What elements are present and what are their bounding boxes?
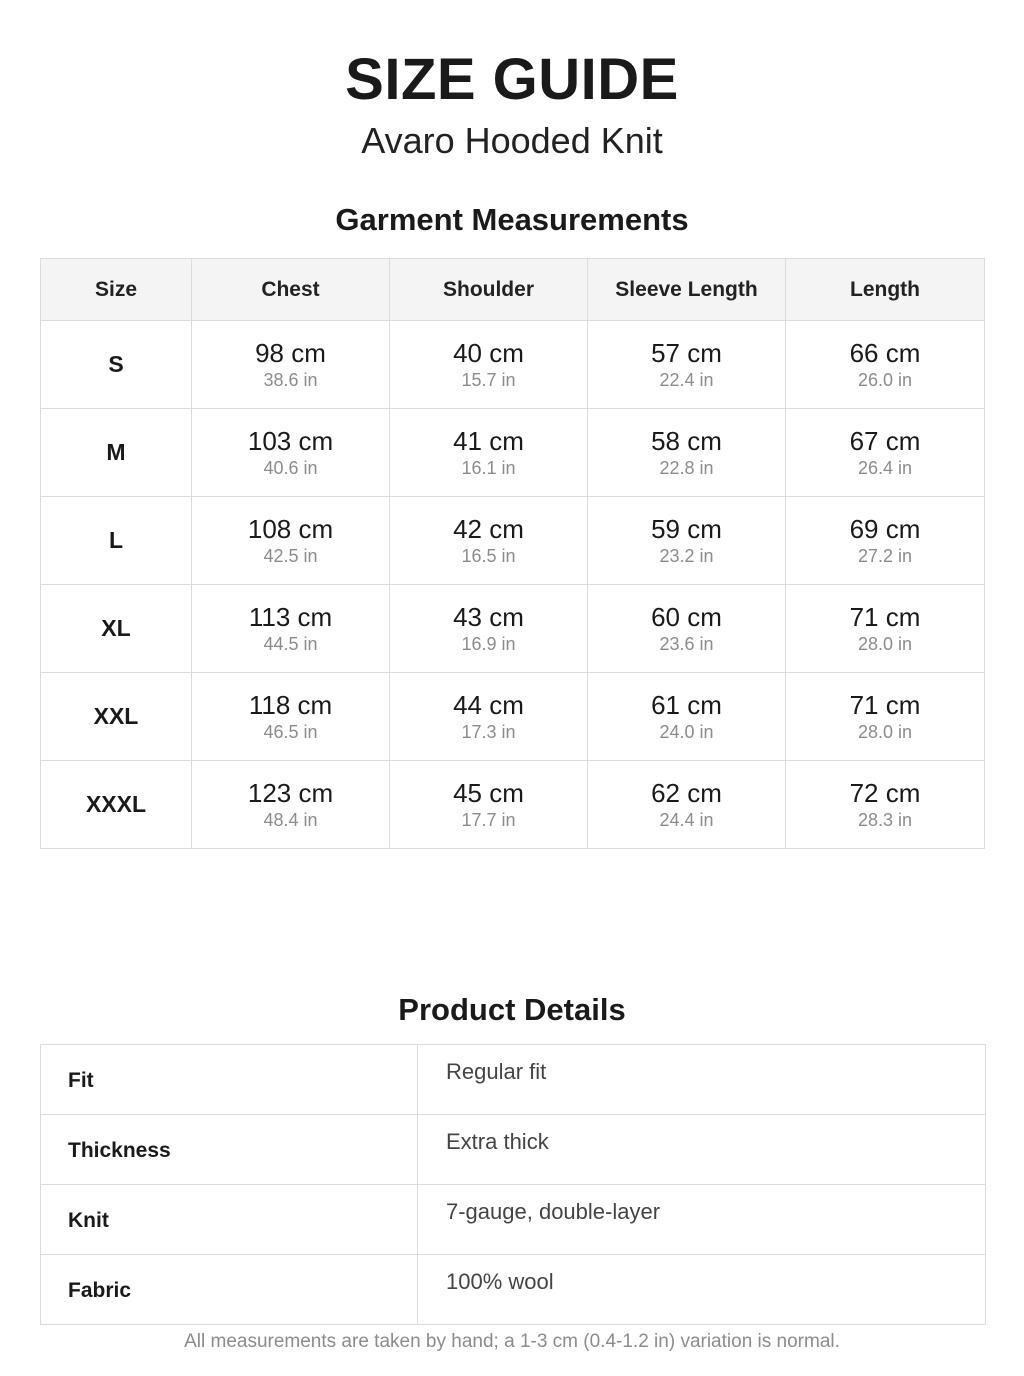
value-cm: 108 cm — [247, 514, 334, 544]
detail-label: Fabric — [41, 1255, 418, 1325]
value-in: 26.0 in — [857, 370, 913, 390]
detail-value: 100% wool — [418, 1255, 986, 1325]
value-cm: 62 cm — [651, 778, 722, 808]
measurements-title: Garment Measurements — [335, 202, 689, 237]
measurement-cell — [390, 761, 588, 849]
value-in: 17.7 in — [461, 810, 516, 830]
value-in: 48.4 in — [263, 810, 318, 830]
table-row — [41, 321, 985, 409]
measurement-cell — [390, 321, 588, 409]
table-header-row — [41, 259, 985, 321]
value-cm: 98 cm — [255, 338, 326, 368]
column-header-chest: Chest — [192, 259, 390, 321]
value-cm: 42 cm — [453, 514, 524, 544]
value-in: 16.1 in — [461, 458, 516, 478]
size-label: XL — [41, 585, 192, 673]
measurement-cell — [786, 761, 985, 849]
product-name: Avaro Hooded Knit — [361, 120, 663, 161]
value-in: 23.2 in — [659, 546, 714, 566]
value-in: 16.9 in — [461, 634, 516, 654]
detail-label: Thickness — [41, 1115, 418, 1185]
value-in: 26.4 in — [857, 458, 913, 478]
value-in: 42.5 in — [263, 546, 318, 566]
measurement-cell — [588, 673, 786, 761]
column-header-size: Size — [41, 259, 192, 321]
value-in: 40.6 in — [263, 458, 318, 478]
value-cm: 69 cm — [849, 514, 921, 544]
measurement-cell — [390, 497, 588, 585]
detail-label: Knit — [41, 1185, 418, 1255]
value-in: 17.3 in — [461, 722, 516, 742]
measurement-cell — [786, 409, 985, 497]
value-cm: 123 cm — [247, 778, 334, 808]
value-in: 28.3 in — [857, 810, 913, 830]
column-header-sleeve-length: Sleeve Length — [588, 259, 786, 321]
value-cm: 43 cm — [453, 602, 524, 632]
size-label: L — [41, 497, 192, 585]
value-cm: 61 cm — [651, 690, 722, 720]
measurement-cell — [192, 497, 390, 585]
measurement-cell — [192, 761, 390, 849]
value-cm: 71 cm — [849, 690, 921, 720]
value-in: 24.4 in — [659, 810, 714, 830]
detail-row — [41, 1045, 986, 1115]
measurement-cell — [786, 673, 985, 761]
value-in: 23.6 in — [659, 634, 714, 654]
value-in: 28.0 in — [857, 722, 913, 742]
value-in: 38.6 in — [263, 370, 318, 390]
measurements-table — [40, 258, 985, 849]
measurement-cell — [192, 409, 390, 497]
value-cm: 66 cm — [849, 338, 921, 368]
details-table — [40, 1044, 986, 1325]
table-row — [41, 585, 985, 673]
value-cm: 67 cm — [849, 426, 921, 456]
value-cm: 44 cm — [453, 690, 524, 720]
value-in: 28.0 in — [857, 634, 913, 654]
value-cm: 45 cm — [453, 778, 524, 808]
measurement-cell — [588, 497, 786, 585]
value-cm: 71 cm — [849, 602, 921, 632]
detail-value: Extra thick — [418, 1115, 986, 1185]
detail-label: Fit — [41, 1045, 418, 1115]
measurement-cell — [390, 585, 588, 673]
measurement-cell — [390, 409, 588, 497]
page-title: SIZE GUIDE — [345, 47, 679, 112]
measurement-cell — [786, 585, 985, 673]
measurement-cell — [588, 585, 786, 673]
size-label: S — [41, 321, 192, 409]
value-in: 22.4 in — [659, 370, 714, 390]
value-in: 22.8 in — [659, 458, 714, 478]
table-row — [41, 497, 985, 585]
value-cm: 72 cm — [849, 778, 921, 808]
size-label: XXXL — [41, 761, 192, 849]
measurement-cell — [588, 321, 786, 409]
detail-value: Regular fit — [418, 1045, 986, 1115]
value-cm: 113 cm — [248, 602, 333, 632]
details-title: Product Details — [398, 992, 626, 1027]
value-in: 44.5 in — [263, 634, 318, 654]
measurement-cell — [192, 673, 390, 761]
value-cm: 118 cm — [248, 690, 333, 720]
value-cm: 103 cm — [247, 426, 334, 456]
value-cm: 58 cm — [651, 426, 722, 456]
value-cm: 60 cm — [651, 602, 722, 632]
value-in: 15.7 in — [461, 370, 516, 390]
table-row — [41, 761, 985, 849]
size-label: XXL — [41, 673, 192, 761]
column-header-shoulder: Shoulder — [390, 259, 588, 321]
detail-row — [41, 1115, 986, 1185]
measurement-cell — [588, 761, 786, 849]
footnote: All measurements are taken by hand; a 1-3 cm (0.4-1.2 in) variation is normal. — [184, 1331, 840, 1352]
table-row — [41, 673, 985, 761]
detail-row — [41, 1185, 986, 1255]
value-in: 46.5 in — [263, 722, 318, 742]
column-header-length: Length — [786, 259, 985, 321]
measurement-cell — [786, 321, 985, 409]
details-body — [41, 1045, 986, 1325]
measurement-cell — [192, 585, 390, 673]
measurement-cell — [390, 673, 588, 761]
value-in: 27.2 in — [857, 546, 913, 566]
detail-row — [41, 1255, 986, 1325]
value-in: 16.5 in — [461, 546, 516, 566]
measurements-body — [41, 321, 985, 849]
detail-value: 7-gauge, double-layer — [418, 1185, 986, 1255]
value-cm: 40 cm — [453, 338, 524, 368]
size-label: M — [41, 409, 192, 497]
table-row — [41, 409, 985, 497]
value-in: 24.0 in — [659, 722, 714, 742]
value-cm: 57 cm — [651, 338, 722, 368]
measurement-cell — [192, 321, 390, 409]
value-cm: 41 cm — [453, 426, 524, 456]
measurement-cell — [588, 409, 786, 497]
measurement-cell — [786, 497, 985, 585]
value-cm: 59 cm — [651, 514, 722, 544]
